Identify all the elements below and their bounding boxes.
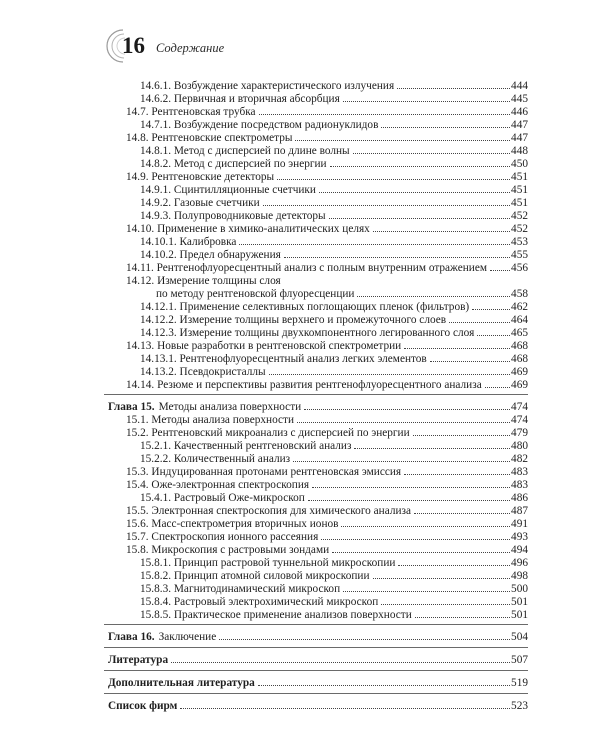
toc-entry-title: 15.5. Электронная спектроскопия для химического анализа	[126, 505, 411, 517]
toc-entry-page: 491	[511, 518, 528, 530]
toc-entry-title: 14.13. Новые разработки в рентгеновской спектрометрии	[126, 340, 402, 352]
divider-rule	[104, 624, 528, 625]
toc-entry-page: 487	[511, 505, 528, 517]
toc-entry-page: 507	[511, 654, 528, 666]
toc-entry[interactable]	[126, 479, 528, 491]
toc-entry-title: 15.1. Методы анализа поверхности	[126, 414, 295, 426]
toc-entry[interactable]	[126, 531, 528, 543]
toc-entry-page: 501	[511, 596, 528, 608]
dot-leader	[381, 127, 510, 128]
toc-entry[interactable]	[140, 570, 528, 582]
dot-leader	[319, 192, 510, 193]
toc-entry-page: 448	[511, 145, 528, 157]
toc-entry-page: 479	[511, 427, 528, 439]
chapter-entry-16[interactable]	[108, 631, 528, 643]
dot-leader	[308, 500, 510, 501]
dot-leader	[415, 617, 510, 618]
dot-leader	[321, 539, 510, 540]
toc-entry-title: 14.6.1. Возбуждение характеристического излучения	[140, 80, 395, 92]
toc-entry-title: 14.9. Рентгеновские детекторы	[126, 171, 275, 183]
dot-leader	[304, 409, 510, 410]
toc-entry-title: 15.8.3. Магнитодинамический микроскоп	[140, 583, 341, 595]
toc-entry-title: 15.2.2. Количественный анализ	[140, 453, 291, 465]
toc-entry[interactable]	[140, 158, 528, 170]
dot-leader	[430, 361, 510, 362]
toc-entry-title: 14.9.2. Газовые счетчики	[140, 197, 260, 209]
chapter-title: Методы анализа поверхности	[158, 401, 302, 413]
toc-entry[interactable]	[140, 453, 528, 465]
toc-entry-page: 482	[511, 453, 528, 465]
toc-entry-title: по методу рентгеновской флуоресценции	[156, 288, 355, 300]
toc-entry-page: 451	[511, 184, 528, 196]
toc-entry-page: 451	[511, 197, 528, 209]
chapter-label: Глава 16.	[108, 631, 155, 643]
toc-entry-title: 15.8.4. Растровый электрохимический микроскоп	[140, 596, 379, 608]
toc-entry[interactable]	[126, 132, 528, 144]
toc-entry-title: 14.11. Рентгенофлуоресцентный анализ с полным внутренним отражением	[126, 262, 487, 274]
toc-entry[interactable]	[126, 275, 528, 287]
toc-entry[interactable]	[140, 145, 528, 157]
dot-leader	[373, 578, 511, 579]
chapter-entry-15[interactable]	[108, 401, 528, 413]
divider-rule	[104, 394, 528, 395]
toc-entry[interactable]	[140, 119, 528, 131]
dot-leader	[477, 335, 510, 336]
toc-entry-title: 14.13.1. Рентгенофлуоресцентный анализ легких элементов	[140, 353, 427, 365]
dot-leader	[490, 270, 510, 271]
literature-entry[interactable]	[108, 654, 528, 666]
toc-entry-title: 14.10.2. Предел обнаружения	[140, 249, 281, 261]
toc-entry-title: 14.9.1. Сцинтилляционные счетчики	[140, 184, 316, 196]
toc-entry[interactable]	[140, 80, 528, 92]
toc-entry[interactable]	[140, 93, 528, 105]
dot-leader	[171, 662, 510, 663]
dot-leader	[312, 487, 510, 488]
toc-entry-title: 14.10. Применение в химико-аналитических целях	[126, 223, 370, 235]
toc-entry[interactable]	[140, 314, 528, 326]
dot-leader	[413, 435, 510, 436]
dot-leader	[414, 513, 510, 514]
toc-entry[interactable]	[126, 414, 528, 426]
dot-leader	[398, 565, 510, 566]
dot-leader	[343, 591, 510, 592]
toc-entry-title: 15.2. Рентгеновский микроанализ с дисперсией по энергии	[126, 427, 410, 439]
toc-entry-title: 14.12. Измерение толщины слоя	[126, 275, 281, 287]
toc-entry[interactable]	[126, 379, 528, 391]
toc-entry-title: 14.8.2. Метод с дисперсией по энергии	[140, 158, 327, 170]
toc-entry-title: 14.12.3. Измерение толщины двухкомпонентного легированного слоя	[140, 327, 475, 339]
toc-entry-page: 452	[511, 223, 528, 235]
toc-entry-page: 486	[511, 492, 528, 504]
dot-leader	[381, 604, 510, 605]
toc-entry-page: 455	[511, 249, 528, 261]
toc-entry[interactable]	[140, 492, 528, 504]
toc-entry[interactable]	[140, 557, 528, 569]
dot-leader	[269, 374, 510, 375]
toc-entry[interactable]	[126, 106, 528, 118]
toc-entry-continuation[interactable]	[156, 288, 528, 300]
toc-entry[interactable]	[140, 353, 528, 365]
toc-entry-title: 14.7.1. Возбуждение посредством радионуклидов	[140, 119, 379, 131]
dot-leader	[472, 309, 510, 310]
page-number: 16	[122, 33, 145, 58]
dot-leader	[293, 461, 510, 462]
dot-leader	[332, 552, 510, 553]
toc-entry-page: 447	[511, 119, 528, 131]
toc-entry[interactable]	[140, 210, 528, 222]
dot-leader	[330, 166, 510, 167]
toc-entry-page: 444	[511, 80, 528, 92]
toc-entry[interactable]	[140, 596, 528, 608]
toc-entry-title: 14.14. Резюме и перспективы развития рентгенофлуоресцентного анализа	[126, 379, 482, 391]
dot-leader	[297, 422, 510, 423]
dot-leader	[219, 639, 510, 640]
dot-leader	[373, 231, 510, 232]
toc-entry-title: 15.6. Масс-спектрометрия вторичных ионов	[126, 518, 339, 530]
toc-entry[interactable]	[140, 236, 528, 248]
chapter-title: Заключение	[158, 631, 217, 643]
toc-entry-page: 452	[511, 210, 528, 222]
divider-rule	[104, 693, 528, 694]
toc-entry[interactable]	[140, 197, 528, 209]
dot-leader	[263, 205, 510, 206]
toc-entry[interactable]	[140, 583, 528, 595]
dot-leader	[404, 474, 510, 475]
toc-entry-title: 14.10.1. Калибровка	[140, 236, 237, 248]
dot-leader	[259, 114, 511, 115]
toc-entry-page: 496	[511, 557, 528, 569]
dot-leader	[258, 685, 510, 686]
toc-entry-page: 462	[511, 301, 528, 313]
toc-entry[interactable]	[140, 249, 528, 261]
toc-entry[interactable]	[126, 427, 528, 439]
dot-leader	[404, 348, 510, 349]
dot-leader	[343, 101, 510, 102]
dot-leader	[329, 218, 510, 219]
toc-entry[interactable]	[140, 184, 528, 196]
toc-entry-page: 501	[511, 609, 528, 621]
page-header	[0, 0, 600, 80]
toc-entry[interactable]	[126, 544, 528, 556]
chapter-label: Глава 15.	[108, 401, 155, 413]
toc-entry-page: 483	[511, 466, 528, 478]
toc-entry-page: 458	[511, 288, 528, 300]
toc-entry-page: 474	[511, 401, 528, 413]
toc-entry[interactable]	[140, 366, 528, 378]
toc-entry-page: 451	[511, 171, 528, 183]
dot-leader	[239, 244, 510, 245]
dot-leader	[354, 448, 510, 449]
toc-entry-title: 15.8.5. Практическое применение анализов поверхности	[140, 609, 412, 621]
toc-entry-title: 14.6.2. Первичная и вторичная абсорбция	[140, 93, 340, 105]
company-list-entry[interactable]	[108, 700, 528, 712]
dot-leader	[397, 88, 510, 89]
toc-entry-title: Список фирм	[108, 700, 178, 712]
toc-entry-title: 15.3. Индуцированная протонами рентгеновская эмиссия	[126, 466, 402, 478]
toc-entry-page: 480	[511, 440, 528, 452]
toc-entry-page: 447	[511, 132, 528, 144]
toc-entry-page: 468	[511, 353, 528, 365]
toc-entry[interactable]	[126, 505, 528, 517]
toc-entry-page: 464	[511, 314, 528, 326]
toc-entry-title: 15.8.2. Принцип атомной силовой микроскопии	[140, 570, 370, 582]
toc-entry-title: 14.13.2. Псевдокристаллы	[140, 366, 266, 378]
toc-entry[interactable]	[140, 609, 528, 621]
toc-entry-page: 469	[511, 379, 528, 391]
toc-entry-title: 14.9.3. Полупроводниковые детекторы	[140, 210, 326, 222]
toc-entry-title: 14.7. Рентгеновская трубка	[126, 106, 256, 118]
dot-leader	[357, 296, 510, 297]
dot-leader	[353, 153, 510, 154]
dot-leader	[449, 322, 510, 323]
toc-entry-title: 15.2.1. Качественный рентгеновский анализ	[140, 440, 352, 452]
toc-entry-title: 15.8. Микроскопия с растровыми зондами	[126, 544, 330, 556]
toc-entry-title: 15.7. Спектроскопия ионного рассеяния	[126, 531, 319, 543]
toc-entry-title: 15.8.1. Принцип растровой туннельной микроскопии	[140, 557, 396, 569]
toc-entry-page: 474	[511, 414, 528, 426]
toc-entry[interactable]	[126, 466, 528, 478]
dot-leader	[277, 179, 510, 180]
toc-entry[interactable]	[140, 301, 528, 313]
dot-leader	[341, 526, 510, 527]
divider-rule	[104, 647, 528, 648]
toc-entry-title: 15.4. Оже-электронная спектроскопия	[126, 479, 310, 491]
toc-entry-page: 523	[511, 700, 528, 712]
running-title: Содержание	[156, 41, 225, 55]
toc-entry-page: 445	[511, 93, 528, 105]
toc-entry[interactable]	[126, 262, 528, 274]
dot-leader	[284, 257, 510, 258]
toc-entry-page: 450	[511, 158, 528, 170]
toc-entry[interactable]	[140, 440, 528, 452]
toc-entry[interactable]	[140, 327, 528, 339]
additional-literature-entry[interactable]	[108, 677, 528, 689]
toc-entry-title: 14.8.1. Метод с дисперсией по длине волны	[140, 145, 350, 157]
toc-entry-title: 15.4.1. Растровый Оже-микроскоп	[140, 492, 305, 504]
toc-entry[interactable]	[126, 223, 528, 235]
toc-entry-page: 456	[511, 262, 528, 274]
toc-entry-page: 468	[511, 340, 528, 352]
toc-entry-title: 14.8. Рентгеновские спектрометры	[126, 132, 293, 144]
toc-entry-page: 446	[511, 106, 528, 118]
toc-entry-page: 498	[511, 570, 528, 582]
toc-entry[interactable]	[126, 340, 528, 352]
toc-entry-title: Дополнительная литература	[108, 677, 255, 689]
toc-entry-page: 469	[511, 366, 528, 378]
dot-leader	[485, 387, 510, 388]
dot-leader	[180, 708, 510, 709]
toc-entry-page: 483	[511, 479, 528, 491]
toc-entry-page: 493	[511, 531, 528, 543]
toc-entry-title: 14.12.2. Измерение толщины верхнего и промежуточного слоев	[140, 314, 447, 326]
divider-rule	[104, 670, 528, 671]
toc-entry-page: 465	[511, 327, 528, 339]
toc-entry-page: 500	[511, 583, 528, 595]
toc-entry-title: 14.12.1. Применение селективных поглощающих пленок (фильтров)	[140, 301, 470, 313]
toc-entry-page: 504	[511, 631, 528, 643]
toc-entry-page: 453	[511, 236, 528, 248]
toc-entry-page: 519	[511, 677, 528, 689]
toc-entry-page: 494	[511, 544, 528, 556]
toc-entry[interactable]	[126, 171, 528, 183]
toc-entry[interactable]	[126, 518, 528, 530]
dot-leader	[295, 140, 510, 141]
toc-entry-title: Литература	[108, 654, 169, 666]
